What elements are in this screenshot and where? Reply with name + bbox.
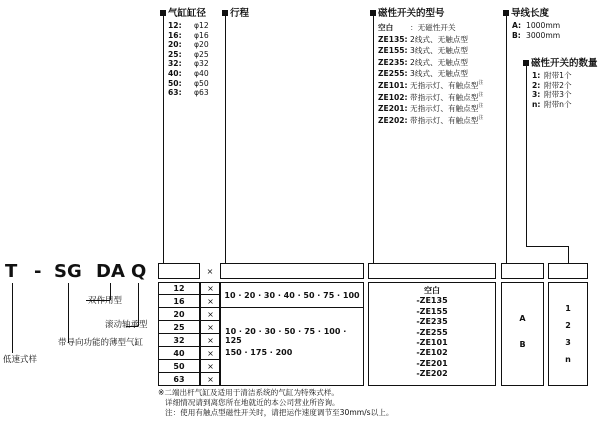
model-code-sg: SG (54, 261, 82, 282)
sg-label: 带导向功能的薄型气缸 (58, 338, 144, 348)
list-item: n: 附带n个 (532, 99, 572, 109)
table-row: 16 × (158, 295, 220, 308)
qty-connector-horizontal (526, 246, 568, 247)
note-special-spec: ※二端出杆气缸及适用于清洁系统的气缸为特殊式样。 (158, 388, 340, 397)
qty-option-2: 2 (565, 320, 571, 330)
list-item: -ZE101 (416, 338, 448, 348)
lead-options-list (512, 21, 560, 40)
sensor-list (368, 286, 496, 380)
list-item: 40: φ40 (168, 68, 209, 78)
list-item: ZE135: 2线式、无触点型 (378, 34, 468, 44)
sensor-options-list (378, 21, 483, 125)
list-item: ZE202: 带指示灯、有触点型$^注$ (378, 114, 484, 125)
list-item: 50: φ50 (168, 78, 209, 88)
qty-option-3: 3 (565, 337, 571, 347)
lead-option-b: B (519, 339, 526, 349)
times-sign: × (206, 266, 214, 276)
t-leader-line (12, 283, 13, 353)
list-item: B: 3000mm (512, 30, 561, 40)
list-item: ZE102: 带指示灯、有触点型$^注$ (378, 91, 484, 102)
table-row: 12 × (158, 282, 220, 295)
stroke-divider (220, 307, 364, 308)
table-row: 63 × (158, 373, 220, 386)
stroke-range-b-line1: 10 · 20 · 30 · 50 · 75 · 100 · 125 (225, 327, 347, 345)
list-item: ZE101: 无指示灯、有触点型$^注$ (378, 79, 484, 90)
qty-section-title: 磁性开关的数量 (523, 58, 598, 70)
qty-select-box (548, 263, 588, 279)
sensor-connector-line (373, 16, 374, 263)
list-item: 2: 附带2个 (532, 80, 572, 90)
qty-connector-line (526, 66, 527, 246)
list-item: 25: φ25 (168, 49, 209, 59)
table-row: 40 × (158, 347, 220, 360)
stroke-range-b-line2: 150 · 175 · 200 (225, 347, 293, 357)
list-item: ZE155: 3线式、无触点型 (378, 46, 468, 56)
lead-connector-line (506, 16, 507, 263)
bore-select-box (158, 263, 200, 279)
list-item: ZE255: 3线式、无触点型 (378, 69, 468, 79)
table-row: 20 × (158, 308, 220, 321)
list-item: A: 1000mm (512, 21, 561, 30)
bore-rows (158, 282, 220, 386)
list-item: 32: φ32 (168, 59, 209, 69)
lead-option-a: A (519, 313, 526, 323)
lead-select-box (501, 263, 544, 279)
sg-leader-line (68, 283, 69, 343)
stroke-select-box (220, 263, 364, 279)
list-item: 空白 (424, 286, 440, 295)
list-item: ZE201: 无指示灯、有触点型$^注$ (378, 103, 484, 114)
bore-section-title: 气缸缸径 (160, 8, 206, 20)
da-label: 双作用型 (88, 296, 123, 306)
qty-option-n: n (565, 354, 571, 364)
q-label: 滚动轴承型 (105, 320, 148, 330)
list-item: -ZE202 (416, 369, 448, 379)
stroke-range-a: 10 · 20 · 30 · 40 · 50 · 75 · 100 (224, 290, 360, 300)
list-item: -ZE255 (416, 327, 448, 337)
list-item: 20: φ20 (168, 40, 209, 50)
list-item: 3: 附带3个 (532, 90, 572, 100)
model-prefix-t: T (5, 261, 18, 282)
qty-option-1: 1 (565, 303, 571, 313)
lead-section-title: 导线长度 (503, 8, 549, 20)
sensor-section-title: 磁性开关的型号 (370, 8, 445, 20)
lead-column (501, 282, 544, 386)
bore-connector-line (163, 16, 164, 263)
model-code-da: DA (96, 261, 125, 282)
t-label: 低速式样 (3, 355, 38, 365)
note-speed: 注：使用有触点型磁性开关时，请把运作速度调节至30mm/s以上。 (165, 408, 394, 417)
sensor-select-box (368, 263, 496, 279)
list-item: ZE235: 2线式、无触点型 (378, 57, 468, 67)
list-item: -ZE201 (416, 358, 448, 368)
note-contact: 详细情况请到离您所在地就近的本公司营业所咨询。 (165, 398, 340, 407)
list-item: 63: φ63 (168, 88, 209, 98)
table-row: 25 × (158, 321, 220, 334)
list-item: 16: φ16 (168, 30, 209, 40)
stroke-connector-line (225, 16, 226, 263)
table-row: 32 × (158, 334, 220, 347)
model-code-q: Q (131, 261, 147, 282)
list-item: 空白 ：无磁性开关 (378, 23, 456, 32)
qty-column (548, 282, 588, 386)
qty-connector-drop (568, 246, 569, 263)
list-item: 1: 附带1个 (532, 71, 572, 80)
list-item: -ZE235 (416, 317, 448, 327)
list-item: -ZE102 (416, 348, 448, 358)
list-item: -ZE155 (416, 306, 448, 316)
model-dash: - (34, 261, 42, 282)
stroke-section-title: 行程 (222, 8, 249, 20)
bore-options-list (168, 21, 209, 98)
list-item: 12: φ12 (168, 21, 209, 30)
table-row: 50 × (158, 360, 220, 373)
list-item: -ZE135 (416, 296, 448, 306)
qty-options-list (532, 71, 572, 109)
